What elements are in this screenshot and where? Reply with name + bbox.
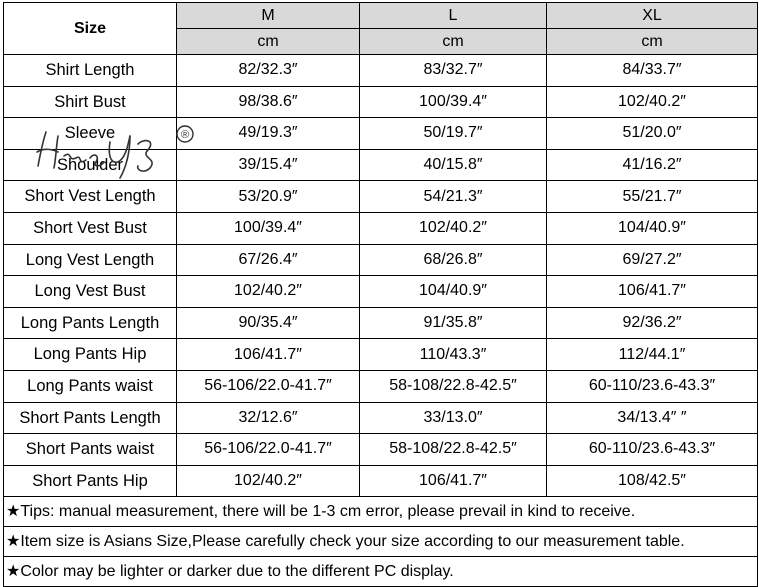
measurement-value-xl: 104/40.9″ bbox=[547, 212, 758, 244]
table-row-short-pants-waist bbox=[4, 434, 758, 466]
measurement-label: Shirt Bust bbox=[4, 86, 177, 118]
measurement-value-l: 106/41.7″ bbox=[360, 465, 547, 497]
table-row-shoulder bbox=[4, 149, 758, 181]
measurement-value-l: 54/21.3″ bbox=[360, 181, 547, 213]
measurement-value-xl: 112/44.1″ bbox=[547, 339, 758, 371]
measurement-value-xl: 41/16.2″ bbox=[547, 149, 758, 181]
size-column-header: Size bbox=[4, 3, 177, 55]
tip-text: ★Item size is Asians Size,Please carefully check your size according to our measurement table. bbox=[4, 527, 758, 557]
measurement-value-m: 106/41.7″ bbox=[177, 339, 360, 371]
measurement-value-xl: 92/36.2″ bbox=[547, 307, 758, 339]
measurement-value-l: 58-108/22.8-42.5″ bbox=[360, 370, 547, 402]
measurement-label: Long Pants Hip bbox=[4, 339, 177, 371]
tip-text: ★Tips: manual measurement, there will be 1-3 cm error, please prevail in kind to receive. bbox=[4, 497, 758, 527]
measurement-label: Short Pants Hip bbox=[4, 465, 177, 497]
measurement-value-m: 102/40.2″ bbox=[177, 465, 360, 497]
measurement-value-m: 82/32.3″ bbox=[177, 55, 360, 87]
registered-mark-symbol: ® bbox=[180, 129, 190, 141]
table-row-long-vest-length bbox=[4, 244, 758, 276]
measurement-value-xl: 60-110/23.6-43.3″ bbox=[547, 370, 758, 402]
measurement-value-m: 100/39.4″ bbox=[177, 212, 360, 244]
measurement-value-m: 39/15.4″ bbox=[177, 149, 360, 181]
table-row-long-vest-bust bbox=[4, 276, 758, 308]
measurement-label: Shoulder bbox=[4, 149, 177, 181]
measurement-value-l: 91/35.8″ bbox=[360, 307, 547, 339]
measurement-label: Short Vest Bust bbox=[4, 212, 177, 244]
table-row-long-pants-waist bbox=[4, 370, 758, 402]
measurement-value-m: 56-106/22.0-41.7″ bbox=[177, 434, 360, 466]
measurement-value-m: 90/35.4″ bbox=[177, 307, 360, 339]
measurement-value-m: 102/40.2″ bbox=[177, 276, 360, 308]
measurement-value-l: 83/32.7″ bbox=[360, 55, 547, 87]
table-row-short-vest-bust bbox=[4, 212, 758, 244]
tip-text: ★Color may be lighter or darker due to the different PC display. bbox=[4, 557, 758, 587]
measurement-value-l: 40/15.8″ bbox=[360, 149, 547, 181]
table-row-sleeve bbox=[4, 118, 758, 150]
measurement-value-xl: 51/20.0″ bbox=[547, 118, 758, 150]
tip-row bbox=[4, 527, 758, 557]
measurement-value-xl: 55/21.7″ bbox=[547, 181, 758, 213]
measurement-label: Sleeve bbox=[4, 118, 177, 150]
measurement-value-l: 33/13.0″ bbox=[360, 402, 547, 434]
measurement-label: Long Pants Length bbox=[4, 307, 177, 339]
size-header-row bbox=[4, 3, 758, 29]
measurement-value-l: 68/26.8″ bbox=[360, 244, 547, 276]
measurement-value-xl: 34/13.4″ ″ bbox=[547, 402, 758, 434]
measurement-value-xl: 60-110/23.6-43.3″ bbox=[547, 434, 758, 466]
measurement-label: Short Vest Length bbox=[4, 181, 177, 213]
measurement-value-xl: 69/27.2″ bbox=[547, 244, 758, 276]
measurement-value-xl: 108/42.5″ bbox=[547, 465, 758, 497]
measurement-label: Long Pants waist bbox=[4, 370, 177, 402]
table-row-long-pants-length bbox=[4, 307, 758, 339]
table-row-shirt-length bbox=[4, 55, 758, 87]
table-row-short-pants-hip bbox=[4, 465, 758, 497]
measurement-label: Short Pants waist bbox=[4, 434, 177, 466]
size-l-header: L bbox=[360, 3, 547, 29]
unit-m-header: cm bbox=[177, 29, 360, 55]
measurement-value-l: 104/40.9″ bbox=[360, 276, 547, 308]
tip-row bbox=[4, 497, 758, 527]
measurement-value-l: 102/40.2″ bbox=[360, 212, 547, 244]
measurement-value-l: 110/43.3″ bbox=[360, 339, 547, 371]
measurement-value-l: 58-108/22.8-42.5″ bbox=[360, 434, 547, 466]
table-row-short-vest-length bbox=[4, 181, 758, 213]
table-row-short-pants-length bbox=[4, 402, 758, 434]
measurement-value-m: 56-106/22.0-41.7″ bbox=[177, 370, 360, 402]
table-row-long-pants-hip bbox=[4, 339, 758, 371]
measurement-label: Short Pants Length bbox=[4, 402, 177, 434]
size-m-header: M bbox=[177, 3, 360, 29]
tip-row bbox=[4, 557, 758, 587]
measurement-label: Long Vest Length bbox=[4, 244, 177, 276]
size-chart-table bbox=[3, 2, 758, 587]
measurement-value-m: 98/38.6″ bbox=[177, 86, 360, 118]
measurement-label: Shirt Length bbox=[4, 55, 177, 87]
measurement-value-xl: 102/40.2″ bbox=[547, 86, 758, 118]
measurement-value-m: 49/19.3″ bbox=[177, 118, 360, 150]
table-row-shirt-bust bbox=[4, 86, 758, 118]
measurement-value-m: 53/20.9″ bbox=[177, 181, 360, 213]
measurement-value-l: 50/19.7″ bbox=[360, 118, 547, 150]
unit-l-header: cm bbox=[360, 29, 547, 55]
size-xl-header: XL bbox=[547, 3, 758, 29]
measurement-value-xl: 106/41.7″ bbox=[547, 276, 758, 308]
measurement-value-xl: 84/33.7″ bbox=[547, 55, 758, 87]
measurement-label: Long Vest Bust bbox=[4, 276, 177, 308]
measurement-value-m: 32/12.6″ bbox=[177, 402, 360, 434]
measurement-value-m: 67/26.4″ bbox=[177, 244, 360, 276]
unit-xl-header: cm bbox=[547, 29, 758, 55]
measurement-value-l: 100/39.4″ bbox=[360, 86, 547, 118]
